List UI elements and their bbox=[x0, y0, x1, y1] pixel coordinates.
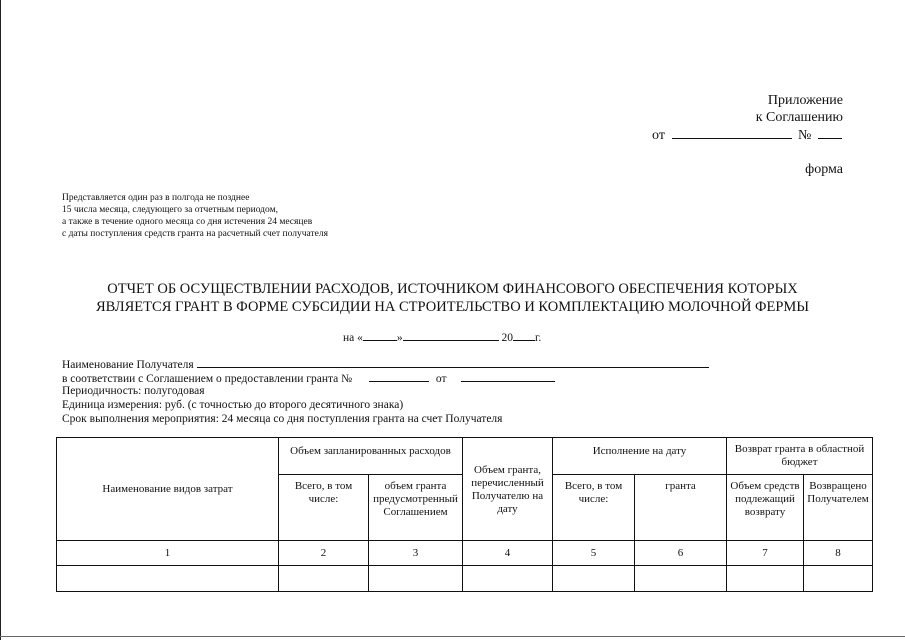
table-header-row-1 bbox=[57, 438, 873, 475]
agreement-date-blank bbox=[461, 370, 555, 382]
header-exec-total: Всего, в том числе: bbox=[553, 475, 635, 541]
appendix-line-1: Приложение bbox=[767, 93, 843, 108]
report-table bbox=[56, 437, 873, 592]
scan-edge-left bbox=[0, 0, 1, 640]
submission-note bbox=[62, 192, 328, 240]
date-year-blank bbox=[513, 329, 535, 341]
header-cost-types: Наименование видов затрат bbox=[57, 438, 279, 541]
scan-edge-bottom bbox=[0, 636, 905, 637]
header-exec-grant: гранта bbox=[635, 475, 727, 541]
appendix-line-2: к Соглашению bbox=[755, 110, 843, 125]
table-cell[interactable] bbox=[369, 566, 463, 592]
report-date-line bbox=[343, 329, 541, 345]
header-transferred: Объем гранта, перечисленный Получателю на дату bbox=[463, 438, 553, 541]
periodicity: Периодичность: полугодовая bbox=[62, 385, 205, 397]
date-prefix: на « bbox=[343, 332, 363, 344]
note-line: а также в течение одного месяца со дня истечения 24 месяцев bbox=[62, 217, 313, 227]
agreement-number-blank bbox=[369, 370, 429, 382]
date-day-blank bbox=[363, 329, 397, 341]
header-planned-group: Объем запланированных расходов bbox=[279, 438, 463, 475]
table-cell[interactable] bbox=[635, 566, 727, 592]
recipient-label: Наименование Получателя bbox=[62, 359, 194, 371]
report-title-line-2: ЯВЛЯЕТСЯ ГРАНТ В ФОРМЕ СУБСИДИИ НА СТРОИТЕЛЬСТВО И КОМПЛЕКТАЦИЮ МОЛОЧНОЙ ФЕРМЫ bbox=[96, 299, 809, 315]
table-number-row bbox=[57, 541, 873, 566]
appendix-date-line bbox=[652, 127, 842, 144]
agreement-from-label: от bbox=[435, 373, 447, 385]
column-number: 4 bbox=[463, 541, 553, 566]
term: Срок выполнения мероприятия: 24 месяца со дня поступления гранта на счет Получателя bbox=[62, 413, 503, 425]
header-return-due: Объем средств подлежащий возврату bbox=[727, 475, 804, 541]
table-cell[interactable] bbox=[279, 566, 369, 592]
table-cell[interactable] bbox=[57, 566, 279, 592]
table-row bbox=[57, 566, 873, 592]
header-returned: Возвращено Получателем bbox=[804, 475, 873, 541]
header-planned-grant: объем гранта предусмотренный Соглашением bbox=[369, 475, 463, 541]
header-exec-group: Исполнение на дату bbox=[553, 438, 727, 475]
table-cell[interactable] bbox=[727, 566, 804, 592]
column-number: 2 bbox=[279, 541, 369, 566]
column-number: 6 bbox=[635, 541, 727, 566]
appendix-date-blank bbox=[672, 127, 792, 139]
appendix-number-label: № bbox=[797, 128, 812, 143]
appendix-number-blank bbox=[818, 127, 842, 139]
recipient-blank bbox=[197, 356, 709, 368]
report-title-line-1: ОТЧЕТ ОБ ОСУЩЕСТВЛЕНИИ РАСХОДОВ, ИСТОЧНИКОМ ФИНАНСОВОГО ОБЕСПЕЧЕНИЯ КОТОРЫХ bbox=[107, 281, 798, 297]
unit-of-measure: Единица измерения: руб. (с точностью до второго десятичного знака) bbox=[62, 399, 404, 411]
column-number: 8 bbox=[804, 541, 873, 566]
date-suffix: г. bbox=[535, 332, 542, 344]
date-mid: » bbox=[396, 332, 403, 344]
appendix-from-label: от bbox=[652, 128, 665, 143]
table-cell[interactable] bbox=[463, 566, 553, 592]
date-year-prefix: 20 bbox=[501, 332, 514, 344]
column-number: 5 bbox=[553, 541, 635, 566]
table-cell[interactable] bbox=[804, 566, 873, 592]
header-planned-total: Всего, в том числе: bbox=[279, 475, 369, 541]
date-month-blank bbox=[403, 329, 499, 341]
column-number: 7 bbox=[727, 541, 804, 566]
table-cell[interactable] bbox=[553, 566, 635, 592]
column-number: 3 bbox=[369, 541, 463, 566]
note-line: 15 числа месяца, следующего за отчетным периодом, bbox=[62, 205, 278, 215]
note-line: Представляется один раз в полгода не позднее bbox=[62, 193, 250, 203]
note-line: с даты поступления средств гранта на расчетный счет получателя bbox=[62, 229, 328, 239]
column-number: 1 bbox=[57, 541, 279, 566]
form-label: форма bbox=[805, 162, 843, 177]
header-return-group: Возврат гранта в областной бюджет bbox=[727, 438, 873, 475]
agreement-label: в соответствии с Соглашением о предоставлении гранта № bbox=[62, 373, 353, 385]
